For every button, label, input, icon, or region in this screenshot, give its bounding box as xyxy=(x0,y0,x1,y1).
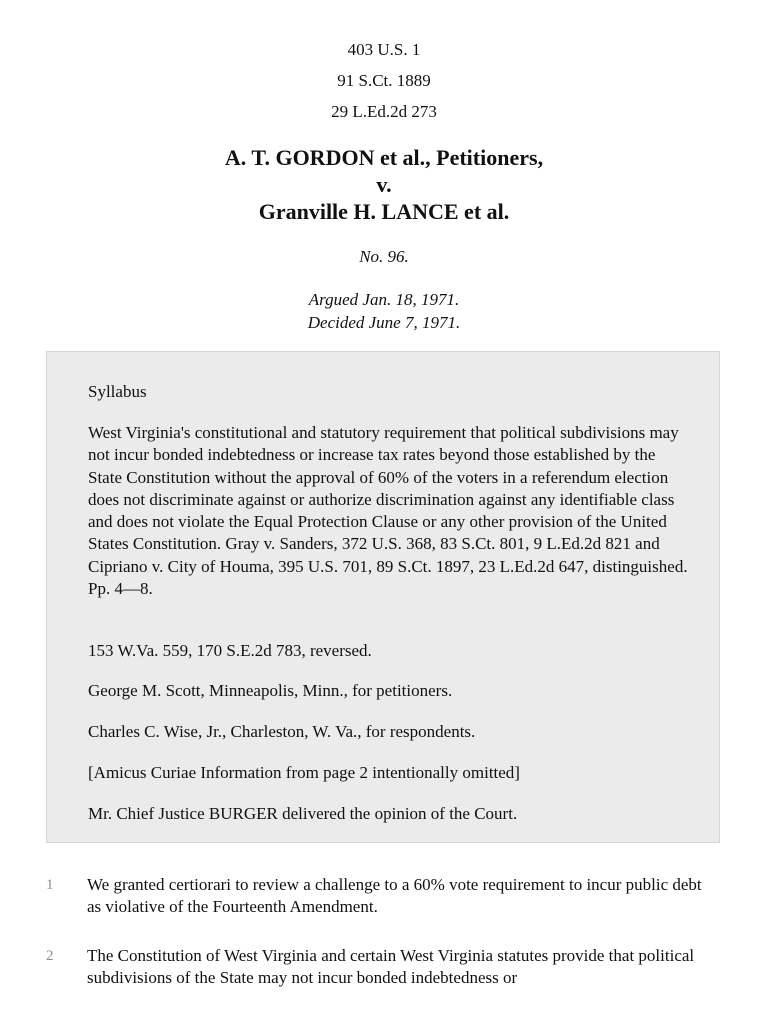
opinion-author: Mr. Chief Justice BURGER delivered the opinion of the Court. xyxy=(88,804,518,823)
syllabus-summary: West Virginia's constitutional and statutory requirement that political subdivisions may not incur bonded indebtedness or increase tax rates beyond those established by the State Constitution without the approval of 60% of the voters in a referendum election does not discriminate against or authorize discrimination against any identifiable class and does not violate the Equal Protection Clause or any other provision of the United States Constitution. Gray v. Sanders, 372 U.S. 368, 83 S.Ct. 801, 9 L.Ed.2d 821 and Cipriano v. City of Houma, 395 U.S. 701, 89 S.Ct. 1897, 23 L.Ed.2d 647, distinguished. Pp. 4—8. xyxy=(88,423,688,599)
versus-label: v. xyxy=(376,172,392,197)
syllabus-heading: Syllabus xyxy=(88,382,147,401)
paragraph-text: The Constitution of West Virginia and certain West Virginia statutes provide that political subdivisions of the State may not incur bonded indebtedness or xyxy=(87,946,695,987)
paragraph-number: 1 xyxy=(46,877,54,893)
argued-date: Argued Jan. 18, 1971. xyxy=(308,290,460,309)
citation-us-reports: 403 U.S. 1 xyxy=(347,40,421,59)
syllabus-disposition: 153 W.Va. 559, 170 S.E.2d 783, reversed. xyxy=(88,641,372,660)
case-dates xyxy=(0,288,768,334)
syllabus-box xyxy=(46,351,720,843)
counsel-petitioners: George M. Scott, Minneapolis, Minn., for petitioners. xyxy=(88,681,453,700)
counsel-respondents: Charles C. Wise, Jr., Charleston, W. Va., for respondents. xyxy=(88,722,476,741)
paragraph-number: 2 xyxy=(46,948,54,964)
decided-date: Decided June 7, 1971. xyxy=(307,313,461,332)
paragraph-text: We granted certiorari to review a challenge to a 60% vote requirement to incur public debt as violative of the Fourteenth Amendment. xyxy=(87,875,702,916)
amicus-note: [Amicus Curiae Information from page 2 intentionally omitted] xyxy=(88,763,520,782)
case-title xyxy=(0,144,768,225)
case-citations xyxy=(0,34,768,127)
citation-lawyers-edition: 29 L.Ed.2d 273 xyxy=(331,102,437,121)
petitioner-name: A. T. GORDON et al., Petitioners, xyxy=(224,145,544,170)
respondent-name: Granville H. LANCE et al. xyxy=(258,199,510,224)
citation-supreme-court-reporter: 91 S.Ct. 1889 xyxy=(337,71,431,90)
docket-number: No. 96. xyxy=(359,247,409,266)
